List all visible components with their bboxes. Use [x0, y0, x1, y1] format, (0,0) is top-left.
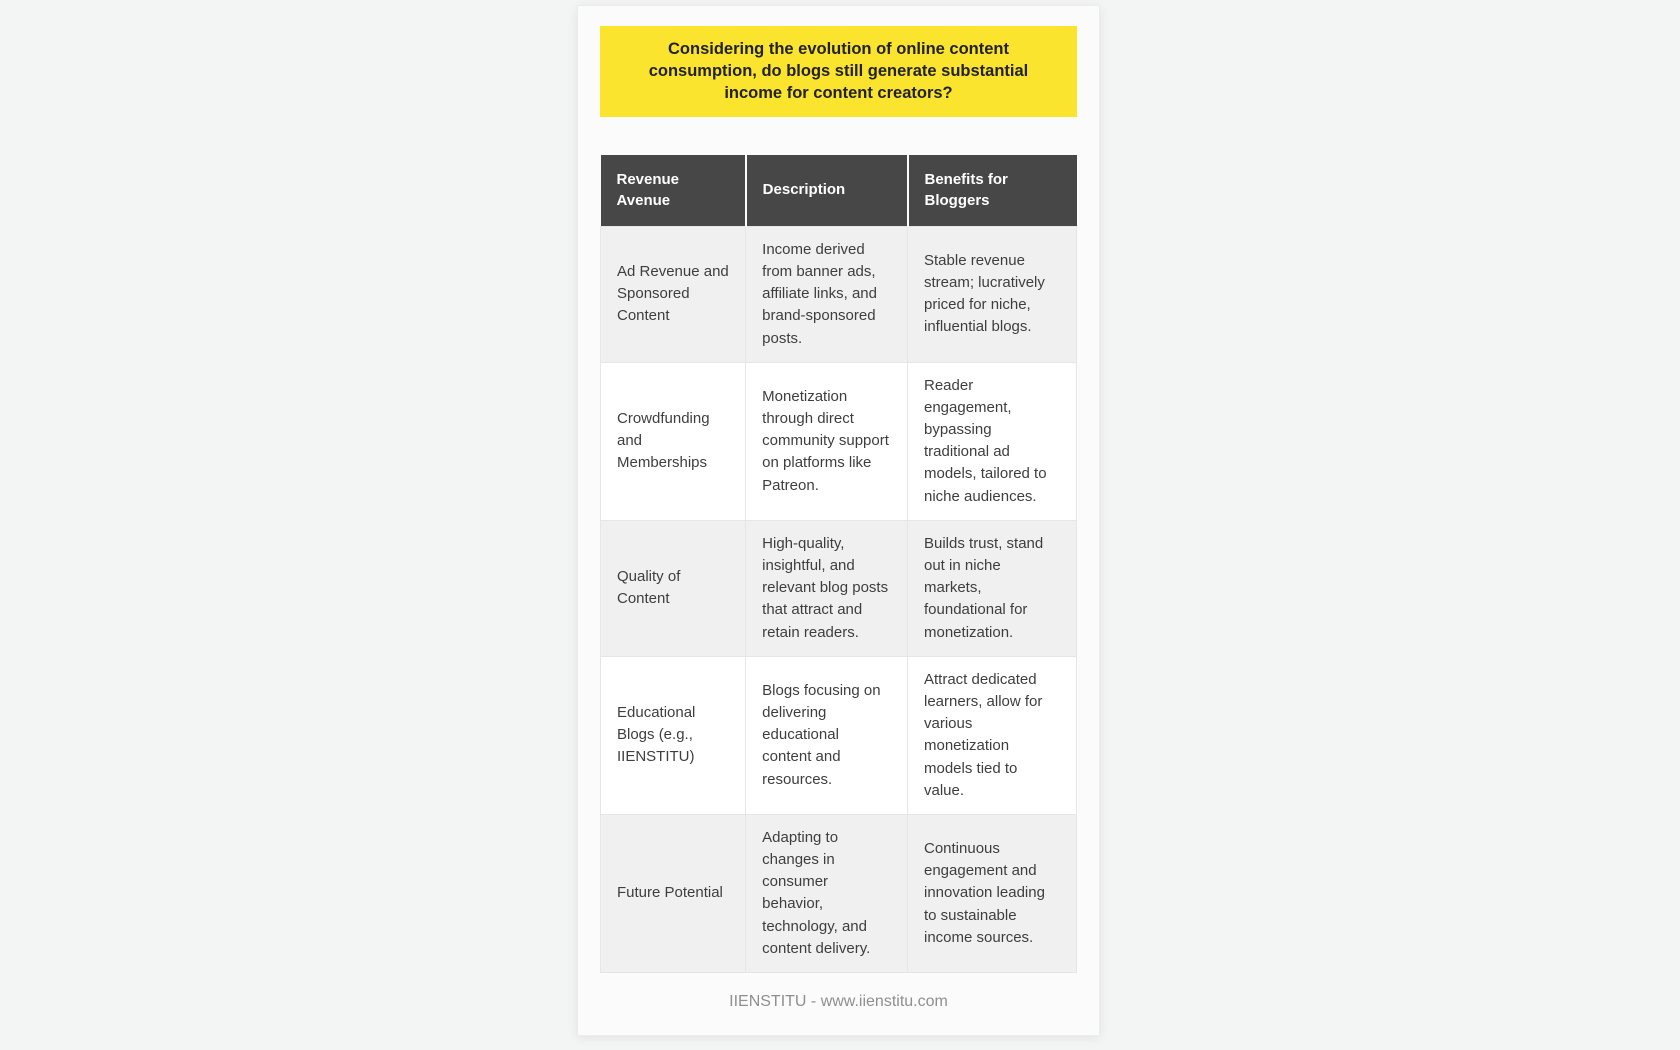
content-card: [577, 5, 1100, 1036]
cell-revenue-avenue: Educational Blogs (e.g., IIENSTITU): [601, 656, 746, 814]
attribution-footer: IIENSTITU - www.iienstitu.com: [729, 993, 948, 1011]
revenue-table-container: [600, 155, 1077, 973]
cell-description: Monetization through direct community support on platforms like Patreon.: [746, 362, 908, 520]
cell-description: High-quality, insightful, and relevant blog posts that attract and retain readers.: [746, 520, 908, 656]
revenue-table: [600, 155, 1077, 973]
table-row: [601, 656, 1077, 814]
cell-revenue-avenue: Ad Revenue and Sponsored Content: [601, 226, 746, 362]
table-row: [601, 520, 1077, 656]
column-header-description: Description: [746, 155, 908, 226]
column-header-benefits: Benefits for Bloggers: [908, 155, 1077, 226]
table-header-row: [601, 155, 1077, 226]
cell-revenue-avenue: Future Potential: [601, 814, 746, 972]
table-row: [601, 814, 1077, 972]
cell-benefits: Reader engagement, bypassing traditional ad models, tailored to niche audiences.: [908, 362, 1077, 520]
cell-description: Adapting to changes in consumer behavior, technology, and content delivery.: [746, 814, 908, 972]
cell-benefits: Builds trust, stand out in niche markets, foundational for monetization.: [908, 520, 1077, 656]
cell-benefits: Continuous engagement and innovation leading to sustainable income sources.: [908, 814, 1077, 972]
cell-revenue-avenue: Crowdfunding and Memberships: [601, 362, 746, 520]
column-header-revenue-avenue: Revenue Avenue: [601, 155, 746, 226]
table-row: [601, 226, 1077, 362]
cell-revenue-avenue: Quality of Content: [601, 520, 746, 656]
table-row: [601, 362, 1077, 520]
cell-benefits: Attract dedicated learners, allow for various monetization models tied to value.: [908, 656, 1077, 814]
cell-description: Income derived from banner ads, affiliate links, and brand-sponsored posts.: [746, 226, 908, 362]
cell-benefits: Stable revenue stream; lucratively priced for niche, influential blogs.: [908, 226, 1077, 362]
question-highlight: Considering the evolution of online content consumption, do blogs still generate substantial income for content creators?: [600, 26, 1077, 117]
cell-description: Blogs focusing on delivering educational content and resources.: [746, 656, 908, 814]
